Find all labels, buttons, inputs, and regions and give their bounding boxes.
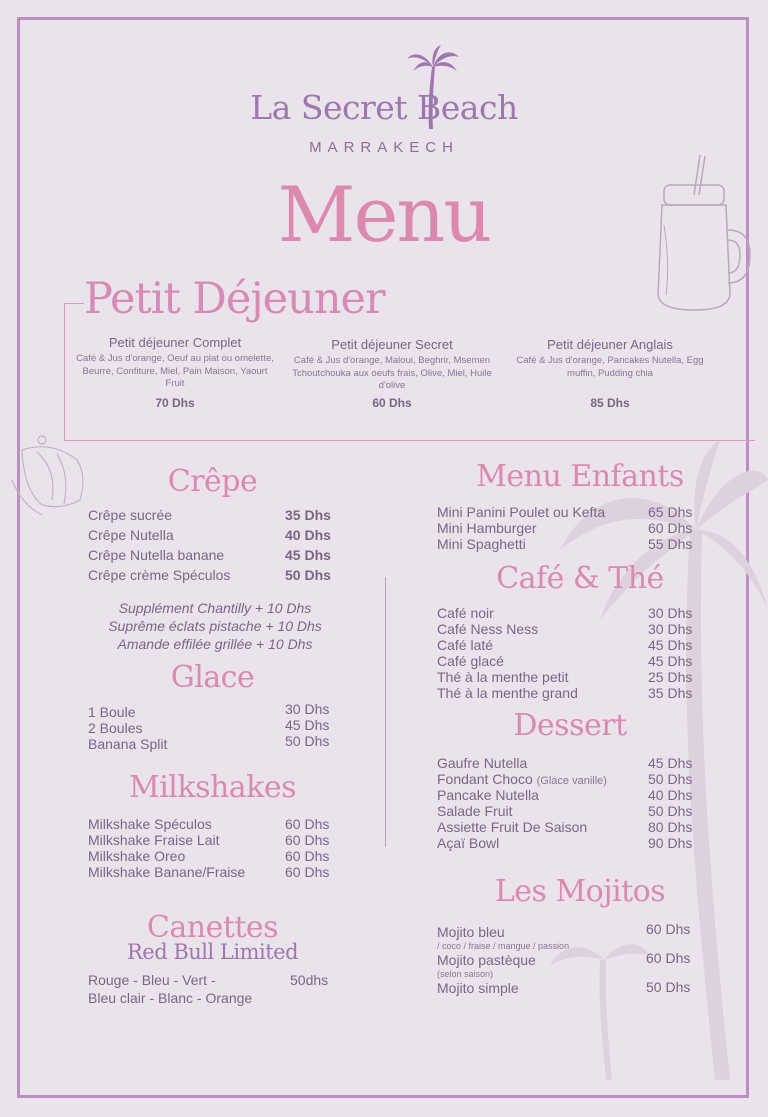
menu-item-price: 90 Dhs: [648, 835, 693, 851]
section-title-dessert: Dessert: [513, 708, 627, 743]
menu-item-name: Crêpe crème Spéculos: [88, 567, 231, 583]
menu-item-name: Thé à la menthe grand: [437, 685, 578, 701]
menu-item-name: Bleu clair - Blanc - Orange: [88, 990, 253, 1006]
menu-item-name: Crêpe sucrée: [88, 507, 173, 523]
menu-item-price: 30 Dhs: [285, 701, 330, 717]
menu-item-name: Milkshake Spéculos: [88, 816, 212, 832]
menu-item-name: Pancake Nutella: [437, 787, 539, 803]
menu-item-price: 60 Dhs: [646, 950, 691, 966]
menu-item-price: 60 Dhs: [285, 832, 330, 848]
section-title-petit-dejeuner: Petit Déjeuner: [84, 274, 385, 324]
menu-item-price: 50 Dhs: [646, 979, 691, 995]
menu-item-price: 60 Dhs: [648, 520, 693, 536]
menu-item-name: Milkshake Fraise Lait: [88, 832, 220, 848]
item-name: Petit déjeuner Complet: [108, 335, 242, 350]
item-name: Petit déjeuner Anglais: [547, 337, 673, 352]
menu-item-price: 35 Dhs: [285, 507, 331, 523]
menu-item-price: 45 Dhs: [285, 547, 331, 563]
menu-item-name: Mojito simple: [437, 980, 519, 996]
menu-item-name: 1 Boule: [88, 704, 136, 720]
menu-item-price: 55 Dhs: [648, 536, 693, 552]
menu-item-price: 30 Dhs: [648, 605, 693, 621]
menu-item-name: Crêpe Nutella banane: [88, 547, 225, 563]
menu-item-price: 35 Dhs: [648, 685, 693, 701]
menu-item-name: Crêpe Nutella: [88, 527, 174, 543]
menu-item-name: Mini Hamburger: [437, 520, 537, 536]
menu-item-name: Açaï Bowl: [437, 835, 500, 851]
mason-jar-icon: [650, 155, 755, 315]
item-note: (Glace vanille): [536, 775, 607, 787]
menu-item-price: 45 Dhs: [648, 755, 693, 771]
menu-item-price: 45 Dhs: [648, 653, 693, 669]
menu-item-name: Café glacé: [437, 653, 504, 669]
menu-item-price: 50 Dhs: [648, 771, 693, 787]
crepe-supplement: Supplément Chantilly + 10 Dhs: [118, 600, 312, 616]
menu-item-price: 40 Dhs: [648, 787, 693, 803]
menu-item-price: 25 Dhs: [648, 669, 693, 685]
item-note: / coco / fraise / mangue / passion: [437, 941, 570, 951]
menu-item-price: 60 Dhs: [285, 864, 330, 880]
crepe-supplement: Suprême éclats pistache + 10 Dhs: [108, 618, 322, 634]
menu-item-name: Mojito pastèque: [437, 952, 536, 968]
menu-item-name: [437, 771, 607, 787]
menu-item-price: 50 Dhs: [285, 733, 330, 749]
petit-dejeuner-item: [510, 337, 710, 380]
menu-item-price: 60 Dhs: [646, 921, 691, 937]
section-title-canettes: Canettes: [146, 910, 279, 945]
page-title: Menu: [277, 170, 491, 259]
menu-item-price: 45 Dhs: [648, 637, 693, 653]
section-title-crepe: Crêpe: [167, 464, 258, 499]
column-divider: [385, 577, 386, 847]
menu-item-price: 60 Dhs: [285, 816, 330, 832]
menu-item-price: 40 Dhs: [285, 527, 331, 543]
brand-name: La Secret Beach: [250, 88, 518, 127]
section-title-cafe-the: Café & Thé: [496, 561, 664, 596]
petit-dejeuner-item: [292, 337, 492, 393]
section-title-milkshakes: Milkshakes: [128, 770, 297, 805]
item-note: (selon saison): [437, 969, 494, 979]
menu-item-name: Café laté: [437, 637, 494, 653]
section-title-menu-enfants: Menu Enfants: [476, 459, 684, 494]
menu-item-price: 50dhs: [290, 972, 329, 988]
petit-dejeuner-item: [75, 335, 275, 391]
item-price: 70 Dhs: [155, 396, 195, 410]
menu-item-name: Thé à la menthe petit: [437, 669, 569, 685]
item-description: Café & Jus d'orange, Maloui, Beghrir, Msemen Tchoutchouka aux oeufs frais, Olive, Miel, Huile d'olive: [292, 355, 492, 391]
menu-item-name: Banana Split: [88, 736, 168, 752]
menu-item-name: Gaufre Nutella: [437, 755, 528, 771]
menu-item-price: 45 Dhs: [285, 717, 330, 733]
menu-item-name: Mini Spaghetti: [437, 536, 526, 552]
item-price: 60 Dhs: [372, 396, 412, 410]
item-description: Café & Jus d'orange, Pancakes Nutella, Egg muffin, Pudding chia: [516, 355, 704, 379]
crepe-supplement: Amande effilée grillée + 10 Dhs: [117, 636, 313, 652]
petit-dejeuner-frame-tick: [64, 303, 84, 304]
menu-item-name: Rouge - Bleu - Vert -: [88, 972, 216, 988]
section-subtitle-red-bull: Red Bull Limited: [126, 940, 299, 964]
item-name: Fondant Choco: [437, 771, 533, 787]
croissant-icon: [2, 430, 92, 525]
menu-item-name: Café Ness Ness: [437, 621, 539, 637]
menu-item-name: 2 Boules: [88, 720, 143, 736]
item-description: Café & Jus d'orange, Oeuf au plat ou omelette, Beurre, Confiture, Miel, Pain Maison, Yaourt Fruit: [76, 353, 274, 389]
menu-item-name: Mini Panini Poulet ou Kefta: [437, 504, 606, 520]
item-name: Petit déjeuner Secret: [331, 337, 453, 352]
menu-item-price: 30 Dhs: [648, 621, 693, 637]
menu-item-name: Café noir: [437, 605, 494, 621]
menu-item-name: Salade Fruit: [437, 803, 513, 819]
menu-item-name: Milkshake Banane/Fraise: [88, 864, 246, 880]
menu-item-price: 60 Dhs: [285, 848, 330, 864]
brand-city: MARRAKECH: [309, 139, 459, 156]
menu-item-name: Milkshake Oreo: [88, 848, 186, 864]
section-title-mojitos: Les Mojitos: [494, 874, 666, 909]
menu-item-price: 65 Dhs: [648, 504, 693, 520]
menu-item-name: Assiette Fruit De Saison: [437, 819, 588, 835]
menu-item-price: 50 Dhs: [648, 803, 693, 819]
menu-item-name: Mojito bleu: [437, 924, 505, 940]
section-title-glace: Glace: [170, 660, 255, 695]
item-price: 85 Dhs: [590, 396, 630, 410]
menu-item-price: 50 Dhs: [285, 567, 331, 583]
menu-item-price: 80 Dhs: [648, 819, 693, 835]
